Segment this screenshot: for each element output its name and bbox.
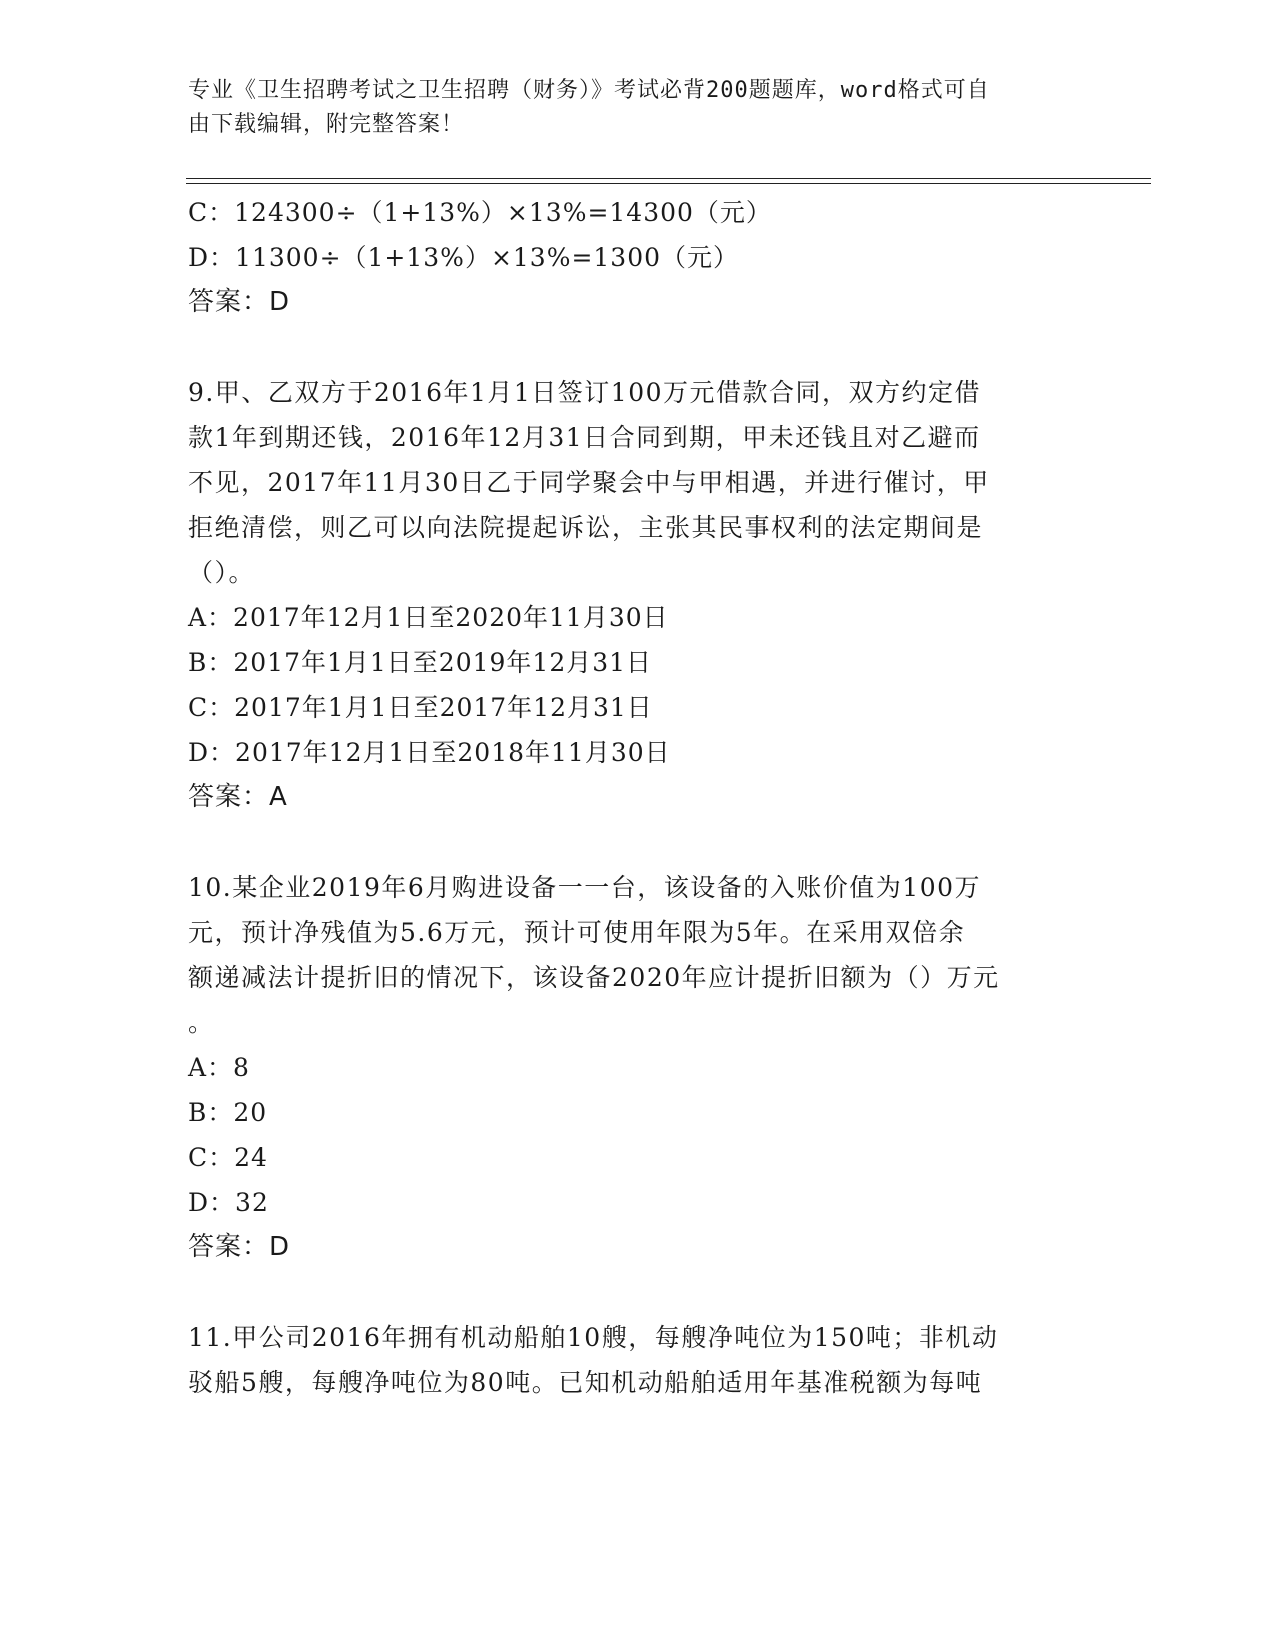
q10-option-b: B：20 — [188, 1098, 268, 1127]
question-10 — [188, 865, 1088, 1270]
q9-option-d: D：2017年12月1日至2018年11月30日 — [188, 738, 671, 767]
q10-stem-line: 元，预计净残值为5.6万元，预计可使用年限为5年。在采用双倍余 — [188, 918, 966, 947]
q9-option-c: C：2017年1月1日至2017年12月31日 — [188, 693, 653, 722]
q10-stem-line: 额递减法计提折旧的情况下，该设备2020年应计提折旧额为（）万元 — [188, 963, 1000, 992]
q9-stem — [188, 370, 1088, 595]
spacer — [188, 820, 1088, 865]
q9-stem-line: 不见，2017年11月30日乙于同学聚会中与甲相遇，并进行催讨，甲 — [188, 468, 990, 497]
q10-option-c: C：24 — [188, 1143, 268, 1172]
q11-stem — [188, 1315, 1088, 1405]
document-body — [188, 190, 1088, 1405]
document-header — [188, 74, 1068, 142]
q10-option-a: A：8 — [188, 1053, 250, 1082]
header-divider-top — [186, 178, 1151, 179]
spacer — [188, 325, 1088, 370]
header-title-line-1: 专业《卫生招聘考试之卫生招聘（财务）》考试必背200题题库，word格式可自 — [188, 78, 990, 103]
q9-stem-line: 款1年到期还钱，2016年12月31日合同到期，甲未还钱且对乙避而 — [188, 423, 981, 452]
q11-stem-line: 11.甲公司2016年拥有机动船舶10艘，每艘净吨位为150吨；非机动 — [188, 1323, 999, 1352]
question-8 — [188, 190, 1088, 325]
q10-stem-line: 10.某企业2019年6月购进设备一一台，该设备的入账价值为100万 — [188, 873, 982, 902]
q9-option-b: B：2017年1月1日至2019年12月31日 — [188, 648, 653, 677]
q8-option-d: D：11300÷（1+13%）×13%=1300（元） — [188, 243, 740, 272]
q9-stem-line: 9.甲、乙双方于2016年1月1日签订100万元借款合同，双方约定借 — [188, 378, 982, 407]
q9-stem-line: 拒绝清偿，则乙可以向法院提起诉讼，主张其民事权利的法定期间是 — [188, 513, 984, 542]
header-title-line-2: 由下载编辑，附完整答案！ — [188, 112, 465, 137]
q9-option-a: A：2017年12月1日至2020年11月30日 — [188, 603, 669, 632]
q10-answer: 答案：D — [188, 1232, 291, 1262]
q9-answer: 答案：A — [188, 782, 288, 812]
q9-stem-line: （）。 — [188, 558, 256, 587]
spacer — [188, 1270, 1088, 1315]
q10-stem — [188, 865, 1088, 1045]
q8-option-c: C：124300÷（1+13%）×13%=14300（元） — [188, 198, 772, 227]
question-11 — [188, 1315, 1088, 1405]
question-9 — [188, 370, 1088, 820]
header-divider-bottom — [186, 183, 1151, 184]
q11-stem-line: 驳船5艘，每艘净吨位为80吨。已知机动船舶适用年基准税额为每吨 — [188, 1368, 983, 1397]
q10-stem-line: 。 — [188, 1008, 215, 1037]
q8-answer: 答案：D — [188, 287, 291, 317]
q10-option-d: D：32 — [188, 1188, 269, 1217]
